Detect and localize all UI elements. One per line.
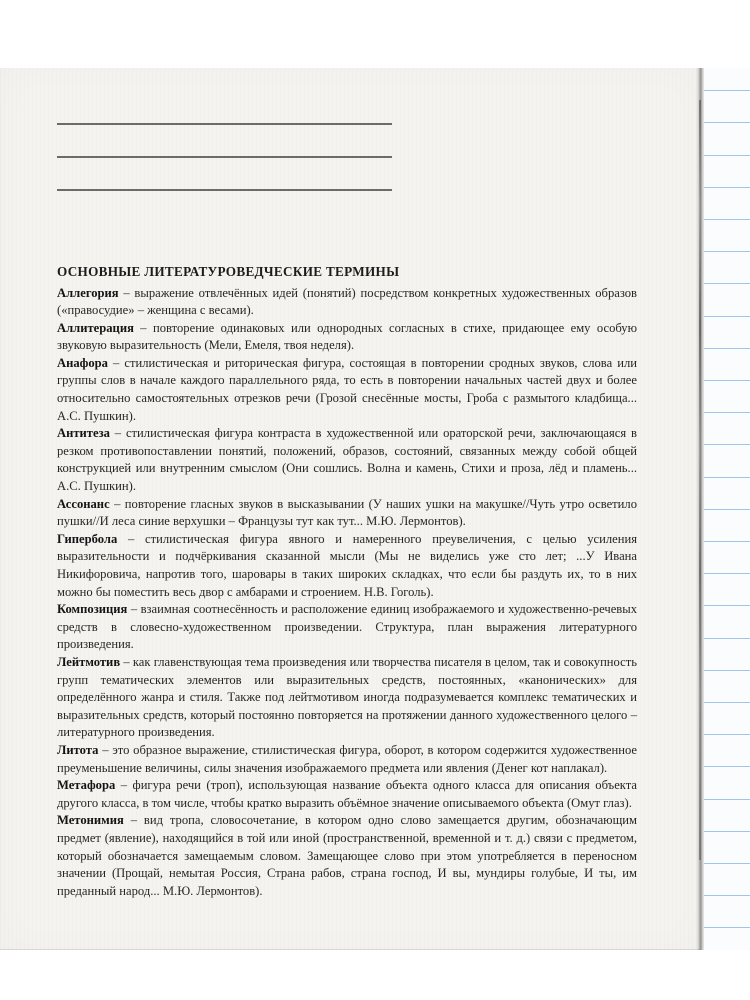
page-title: ОСНОВНЫЕ ЛИТЕРАТУРОВЕДЧЕСКИЕ ТЕРМИНЫ xyxy=(57,264,400,279)
ruled-line xyxy=(704,283,750,284)
ruled-line xyxy=(704,122,750,123)
ruled-line xyxy=(704,90,750,91)
glossary-entry xyxy=(57,285,637,320)
glossary-entry xyxy=(57,496,637,531)
glossary-term: Лейтмотив xyxy=(57,654,121,669)
glossary-definition: – вид тропа, словосочетание, в котором одно слово замещается другим, обозначающим предмет (явление), находящийся в той или иной (пространственной, временной и т. д.) связи с предметом, который обозначается замещаемым словом. Замещающее слово при этом употребляется в переносном значении (Прощай, немытая Россия, Страна рабов, страна господ, И вы, мундиры голубые, И ты, им преданный народ... М.Ю. Лермонтов). xyxy=(57,813,637,898)
glossary-entry xyxy=(57,355,637,425)
glossary-entry xyxy=(57,812,637,900)
ruled-line xyxy=(704,187,750,188)
glossary-term: Ассонанс xyxy=(57,496,110,511)
term-list xyxy=(57,285,637,901)
glossary-entry xyxy=(57,777,637,812)
printed-page xyxy=(0,68,700,950)
glossary-entry xyxy=(57,320,637,355)
glossary-entry xyxy=(57,425,637,495)
ruled-line xyxy=(704,412,750,413)
glossary-definition: – повторение гласных звуков в высказывании (У наших ушки на макушке//Чуть утро осветило пушки//И леса синие верхушки – Французы тут как тут... М.Ю. Лермонтов). xyxy=(57,496,637,529)
glossary-entry xyxy=(57,601,637,654)
glossary-definition: – повторение одинаковых или однородных согласных в стихе, придающее ему особую звуковую выразительность (Мели, Емеля, твоя неделя). xyxy=(57,320,637,353)
glossary-entry xyxy=(57,654,637,742)
ruled-line xyxy=(704,380,750,381)
ruled-line xyxy=(704,734,750,735)
ruled-line xyxy=(704,251,750,252)
glossary-definition: – как главенствующая тема произведения или творчества писателя в целом, так и совокупность групп тематических элементов или выразительных средств, постоянных, «канонических» для определённого жанра и стиля. Также под лейтмотивом иногда подразумевается комплекс тематических и выразительных средств, который постоянно повторяется на протяжении данного художественного целого – литературного произведения. xyxy=(57,654,637,740)
ruled-line xyxy=(704,670,750,671)
glossary-definition: – стилистическая фигура явного и намеренного преувеличения, с целью усиления выразительности и подчёркивания сказанной мысли (Мы не виделись уже сто лет; ...У Ивана Никифоровича, напротив того, шаровары в таких широких складках, что если бы раздуть их, то в них можно бы поместить весь двор с амбарами и строением. Н.В. Гоголь). xyxy=(57,531,637,599)
glossary-definition: – стилистическая фигура контраста в художественной или ораторской речи, заключающаяся в резком противопоставлении понятий, положений, образов, состояний, связанных между собой общей конструкцией или внутренним смыслом (Они сошлись. Волна и камень, Стихи и проза, лёд и пламень... А.С. Пушкин). xyxy=(57,426,637,494)
ruled-line xyxy=(704,799,750,800)
glossary-term: Гипербола xyxy=(57,531,118,546)
glossary-definition: – стилистическая и риторическая фигура, состоящая в повторении сродных звуков, слова или группы слов в начале каждого параллельного ряда, то есть в повторении начальных частей двух и более относительно самостоятельных отрезков речи (Грозой снесённые мосты, Гроба с размытого кладбища... А.С. Пушкин). xyxy=(57,355,637,423)
ruled-line xyxy=(704,927,750,928)
ruled-line xyxy=(704,605,750,606)
ruled-line xyxy=(704,895,750,896)
text-column xyxy=(57,264,637,900)
glossary-definition: – взаимная соотнесённость и расположение единиц изображаемого и художественно-речевых средств в словесно-художественном произведении. Структура, план выражения литературного произведения. xyxy=(57,602,637,652)
glossary-term: Антитеза xyxy=(57,426,110,441)
ruled-facing-page xyxy=(704,68,750,950)
ruled-line xyxy=(704,831,750,832)
ruled-line xyxy=(704,702,750,703)
glossary-term: Композиция xyxy=(57,602,128,617)
glossary-term: Анафора xyxy=(57,355,108,370)
ruled-line xyxy=(704,638,750,639)
glossary-definition: – выражение отвлечённых идей (понятий) посредством конкретных художественных образов («правосудие» – женщина с весами). xyxy=(57,285,637,318)
ruled-line xyxy=(704,155,750,156)
ruled-line xyxy=(704,316,750,317)
ruled-line xyxy=(704,477,750,478)
glossary-term: Аллитерация xyxy=(57,320,134,335)
ruled-line xyxy=(704,573,750,574)
ruled-line xyxy=(704,541,750,542)
blank-rule-line-3 xyxy=(57,189,392,191)
glossary-entry xyxy=(57,742,637,777)
glossary-term: Метафора xyxy=(57,778,116,793)
blank-rule-line-2 xyxy=(57,156,392,158)
glossary-term: Метонимия xyxy=(57,813,124,828)
ruled-line xyxy=(704,444,750,445)
ruled-line xyxy=(704,509,750,510)
book-spine-crease xyxy=(699,100,701,860)
glossary-term: Аллегория xyxy=(57,285,119,300)
ruled-line xyxy=(704,863,750,864)
glossary-definition: – фигура речи (троп), использующая название объекта одного класса для описания объекта другого класса, в том числе, чтобы кратко выразить объёмное значение описываемого объекта (Омут глаз). xyxy=(57,778,637,810)
glossary-entry xyxy=(57,531,637,601)
blank-rule-line-1 xyxy=(57,123,392,125)
ruled-line xyxy=(704,766,750,767)
glossary-definition: – это образное выражение, стилистическая фигура, оборот, в котором содержится художественное преуменьшение величины, силы значения изображаемого предмета или явления (Денег кот наплакал). xyxy=(57,742,637,775)
ruled-line xyxy=(704,348,750,349)
glossary-term: Литота xyxy=(57,742,99,757)
ruled-line xyxy=(704,219,750,220)
